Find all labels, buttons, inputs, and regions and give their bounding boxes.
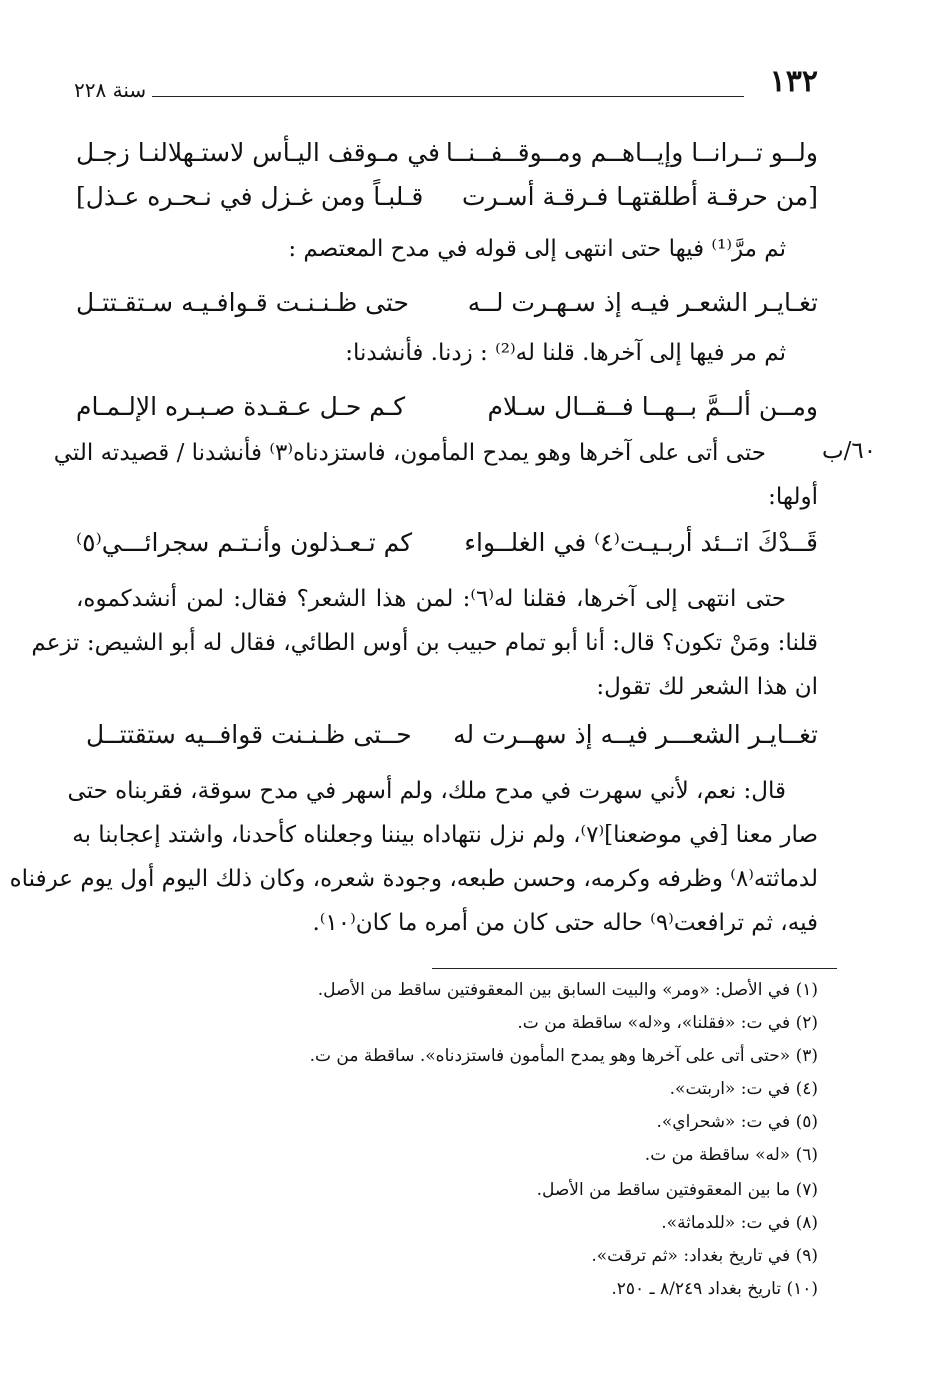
footnote-separator — [432, 968, 837, 969]
prose-line: ان هذا الشعر لك تقول: — [596, 674, 818, 700]
footnote: (٧) ما بين المعقوفتين ساقط من الأصل. — [536, 1180, 818, 1200]
footnote: (٤) في ت: «اربتت». — [669, 1079, 818, 1099]
prose-line: فيه، ثم ترافعت⁽٩⁾ حاله حتى كان من أمره ما كان⁽١٠⁾. — [312, 910, 818, 936]
footnote: (١) في الأصل: «ومر» والبيت السابق بين المعقوفتين ساقط من الأصل. — [317, 980, 818, 1000]
prose-line: صار معنا [في موضعنا]⁽٧⁾، ولم نزل نتهاداه بيننا وجعلناه كأحدنا، واشتد إعجابنا به — [72, 822, 818, 848]
verse-line — [76, 138, 818, 178]
footnote: (٩) في تاريخ بغداد: «ثم ترقت». — [591, 1246, 818, 1266]
verse-line — [76, 720, 818, 760]
header-rule — [152, 96, 744, 97]
verse-first-hemistich: ومــن ألــمَّ بــهــا فــقــال سـلام — [487, 392, 818, 421]
prose-line: أولها: — [768, 484, 818, 510]
prose-line: حتى أتى على آخرها وهو يمدح المأمون، فاستزدناه⁽٣⁾ فأنشدنا / قصيدته التي — [53, 440, 766, 466]
verse-second-hemistich: في مـوقف اليـأس لاستـهلالنـا زجـل — [76, 138, 441, 167]
footnote: (٣) «حتى أتى على آخرها وهو يمدح المأمون فاستزدناه». ساقطة من ت. — [309, 1046, 818, 1066]
footnote: (٢) في ت: «فقلنا»، و«له» ساقطة من ت. — [517, 1013, 818, 1033]
verse-first-hemistich: [من حرقـة أطلقتهـا فـرقـة أسـرت — [462, 182, 818, 211]
verse-second-hemistich: قـلبـاً ومن غـزل في نـحـره عـذل] — [76, 182, 424, 211]
footnote: (٦) «له» ساقطة من ت. — [644, 1145, 818, 1165]
verse-second-hemistich: كـم حـل عـقـدة صـبـره الإلـمـام — [76, 392, 406, 421]
manuscript-folio-marker: ٦٠/ب — [822, 438, 877, 464]
verse-first-hemistich: قَــدْكَ اتــئد أربـيـت⁽٤⁾ في الغلــواء — [464, 528, 818, 557]
verse-first-hemistich: تغـايـر الشعـر فيـه إذ سـهـرت لــه — [467, 288, 818, 317]
verse-line — [76, 288, 818, 328]
verse-second-hemistich: كم تـعـذلون وأنـتـم سجرائـــي⁽٥⁾ — [76, 528, 413, 557]
verse-line — [76, 528, 818, 568]
prose-line: حتى انتهى إلى آخرها، فقلنا له⁽٦⁾: لمن هذا الشعر؟ فقال: لمن أنشدكموه، — [76, 586, 786, 612]
running-head-year: سنة ٢٢٨ — [74, 78, 147, 102]
verse-first-hemistich: ولــو تــرانــا وإيــاهــم ومــوقــفــنــا — [445, 138, 818, 167]
verse-line — [76, 392, 818, 432]
verse-first-hemistich: تغــايـر الشعـــر فيــه إذ سهــرت له — [453, 720, 818, 749]
prose-line: قلنا: ومَنْ تكون؟ قال: أنا أبو تمام حبيب بن أوس الطائي، فقال له أبو الشيص: تزعم — [31, 630, 818, 656]
prose-line: ثم مرَّ⁽¹⁾ فيها حتى انتهى إلى قوله في مدح المعتصم : — [288, 236, 786, 262]
footnote: (٨) في ت: «للدماثة». — [661, 1213, 818, 1233]
footnote: (٥) في ت: «شحراي». — [656, 1112, 818, 1132]
verse-second-hemistich: حــتى ظـنـنت قوافــيه ستقتتــل — [86, 720, 412, 749]
verse-second-hemistich: حتى ظـنـنـت قـوافـيـه سـتقـتتـل — [76, 288, 409, 317]
page-number: ١٣٢ — [769, 64, 818, 99]
prose-line: قال: نعم، لأني سهرت في مدح ملك، ولم أسهر في مدح سوقة، فقربناه حتى — [67, 778, 786, 804]
footnote: (١٠) تاريخ بغداد ٨/٢٤٩ ـ ٢٥٠. — [611, 1279, 818, 1299]
prose-line: لدماثته⁽٨⁾ وظرفه وكرمه، وحسن طبعه، وجودة شعره، وكان ذلك اليوم أول يوم عرفناه — [9, 866, 818, 892]
verse-line — [76, 182, 818, 222]
prose-line: ثم مر فيها إلى آخرها. قلنا له⁽²⁾ : زدنا. فأنشدنا: — [345, 340, 786, 366]
